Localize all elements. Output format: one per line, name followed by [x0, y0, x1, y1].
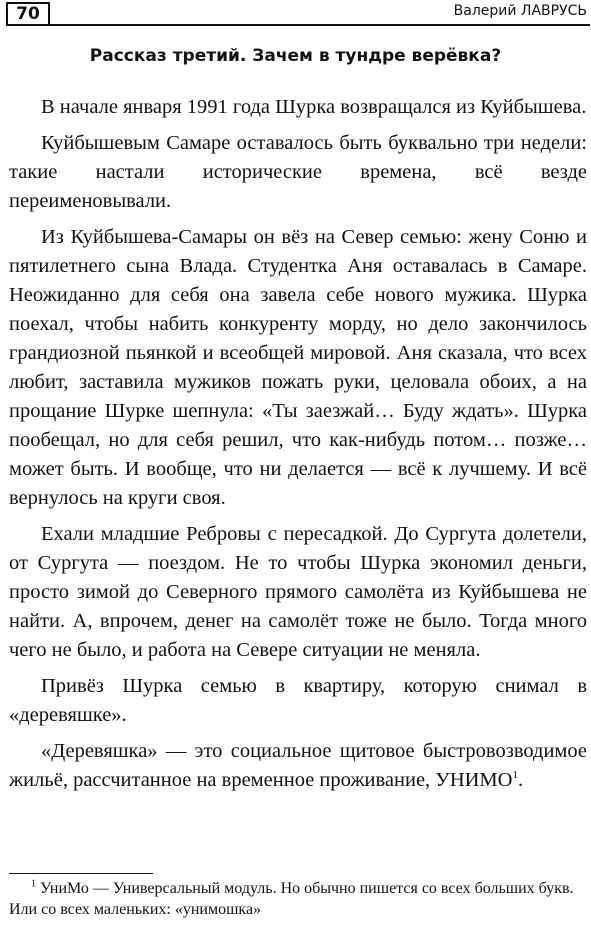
- header-rule: [50, 24, 590, 26]
- footnote-text: УниМо — Универсальный модуль. Но обычно пишется со всех больших букв. Или со всех маленьких: «унимошка»: [9, 880, 574, 918]
- footnote-reference[interactable]: 1: [512, 769, 518, 782]
- running-head: Валерий ЛАВРУСЬ: [453, 3, 587, 19]
- page-header: [0, 0, 591, 30]
- footnote-rule: [9, 873, 153, 874]
- paragraph: Куйбышевым Самаре оставалось быть буквально три недели: такие настали исторические времена, всё везде переименовывали.: [9, 132, 587, 212]
- paragraph: Из Куйбышева-Самары он вёз на Север семью: жену Соню и пятилетнего сына Влада. Студентка Аня оставалась в Самаре. Неожиданно для себя она завела себе нового мужика. Шурка поехал, чтобы набить конкуренту морду, но дело закончилось грандиозной пьянкой и всеобщей мировой. Аня сказала, что всех любит, заставила мужиков пожать руки, целовала обоих, а на прощание Шурке шепнула: «Ты заезжай… Буду ждать». Шурка пообещал, но для себя решил, что как-нибудь потом… позже… может быть. И вообще, что ни делается — всё к лучшему. И всё вернулось на круги своя.: [9, 226, 587, 509]
- paragraph: Привёз Шурка семью в квартиру, которую снимал в «деревяшке».: [9, 675, 587, 726]
- footnote-mark: 1: [31, 878, 36, 890]
- chapter-title: Рассказ третий. Зачем в тундре верёвка?: [89, 46, 502, 66]
- paragraph-text: «Деревяшка» — это социальное щитовое быстровозводимое жильё, рассчитанное на временное проживание, УНИМО: [9, 740, 587, 791]
- paragraph: Ехали младшие Ребровы с пересадкой. До Сургута долетели, от Сургута — поездом. Не то чтобы Шурка экономил деньги, просто зимой до Северного прямого самолёта из Куйбышева не найти. А, впрочем, денег на самолёт тоже не было. Тогда много чего не было, и работа на Севере ситуации не меняла.: [9, 523, 587, 661]
- footnote: [9, 878, 587, 920]
- body-text: [9, 93, 587, 802]
- paragraph: «Деревяшка» — это социальное щитовое быстровозводимое жильё, рассчитанное на временное проживание, УНИМО$^1$.: [9, 740, 587, 791]
- paragraph: В начале января 1991 года Шурка возвращался из Куйбышева.: [41, 96, 587, 118]
- page-number: 70: [6, 2, 50, 26]
